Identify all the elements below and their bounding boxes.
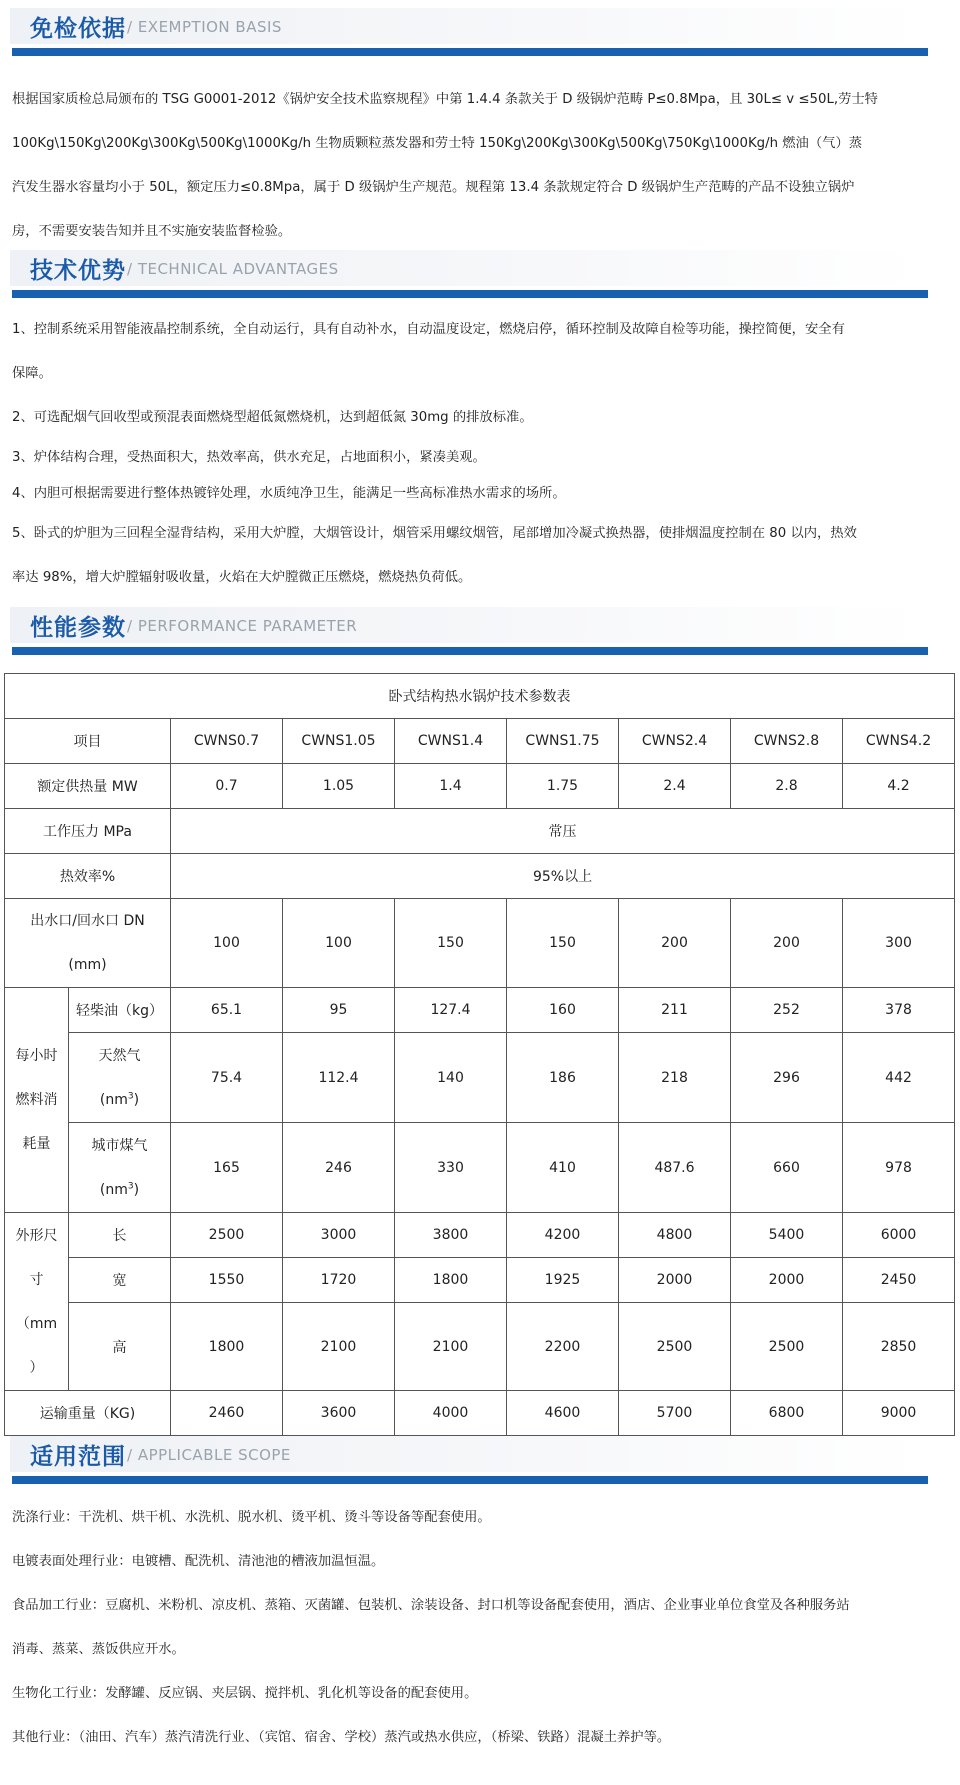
list-item: 电镀表面处理行业：电镀槽、配洗机、清池池的槽液加温恒温。 [12,1554,385,1569]
text-line: 根据国家质检总局颁布的 TSG G0001-2012《锅炉安全技术监察规程》中第 1.4.4 条款关于 D 级锅炉范畴 P≤0.8Mpa，且 30L≤ v ≤50L,劳士特 [12,92,878,107]
table-cell: 常压 [171,809,955,854]
model-header: CWNS2.8 [731,719,843,764]
unit-sup: 3 [127,1180,134,1191]
group-label-line: 外形尺 [15,1227,58,1244]
advantages-list [12,308,928,600]
table-cell: 5700 [619,1391,731,1436]
exemption-text [12,78,928,254]
outlet-label-unit: (mm) [68,957,107,973]
table-cell: 410 [507,1123,619,1213]
table-cell: 2460 [171,1391,283,1436]
text-line: 汽发生器水容量均小于 50L，额定压力≤0.8Mpa，属于 D 级锅炉生产规范。规程第 13.4 条款规定符合 D 级锅炉生产范畴的产品不设独立锅炉 [12,180,855,195]
unit-sup: 3 [127,1090,134,1101]
table-cell: 3600 [283,1391,395,1436]
citygas-label: 城市煤气 [91,1137,148,1154]
table-cell: 978 [843,1123,955,1213]
table-cell: 2.4 [619,764,731,809]
table-cell: 2500 [619,1303,731,1391]
gas-label: 天然气 [98,1047,141,1064]
unit-text: (nm [99,1181,128,1198]
section-subtitle: / PERFORMANCE PARAMETER [127,617,358,635]
table-cell: 150 [395,899,507,988]
row-label: 运输重量（KG) [5,1391,171,1436]
table-cell: 211 [619,988,731,1033]
model-header: CWNS1.75 [507,719,619,764]
section-header-scope [0,1436,940,1472]
table-cell: 4200 [507,1213,619,1258]
table-cell: 4800 [619,1213,731,1258]
table-cell: 150 [507,899,619,988]
group-label-line: 耗量 [22,1136,51,1152]
table-cell: 2.8 [731,764,843,809]
list-item: 生物化工行业：发酵罐、反应锅、夹层锅、搅拌机、乳化机等设备的配套使用。 [12,1686,478,1701]
table-cell: 2450 [843,1258,955,1303]
item-header: 项目 [5,719,171,764]
table-cell: 1550 [171,1258,283,1303]
table-cell: 330 [395,1123,507,1213]
outlet-label-line: 出水口/回水口 DN [30,913,145,929]
fuel-group-label [5,988,69,1213]
list-item: 1、控制系统采用智能液晶控制系统，全自动运行，具有自动补水，自动温度设定，燃烧启停，循环控制及故障自检等功能，操控简便，安全有 [12,322,845,337]
section-subtitle: / EXEMPTION BASIS [127,18,282,36]
row-label: 工作压力 MPa [5,809,171,854]
table-cell: 2100 [283,1303,395,1391]
list-item: 消毒、蒸菜、蒸饭供应开水。 [12,1642,185,1657]
unit-text: ) [133,1181,140,1198]
table-cell: 442 [843,1033,955,1123]
table-cell: 660 [731,1123,843,1213]
table-cell: 65.1 [171,988,283,1033]
text-line: 房，不需要安装告知并且不实施安装监督检验。 [12,224,292,239]
table-cell: 1800 [395,1258,507,1303]
scope-list [12,1496,928,1760]
list-item: 5、卧式的炉胆为三回程全湿背结构，采用大炉膛，大烟管设计，烟管采用螺纹烟管，尾部增加冷凝式换热器，使排烟温度控制在 80 以内，热效 [12,526,857,541]
group-label-line: ） [29,1359,44,1376]
section-title: 免检依据 [30,16,126,42]
spec-table [4,673,955,1436]
list-item: 4、内胆可根据需要进行整体热镀锌处理，水质纯净卫生，能满足一些高标准热水需求的场所。 [12,486,566,501]
list-item: 其他行业：（油田、汽车）蒸汽清洗行业、（宾馆、宿舍、学校）蒸汽或热水供应，（桥梁、铁路）混凝土养护等。 [12,1730,671,1745]
table-cell: 112.4 [283,1033,395,1123]
table-cell: 1.4 [395,764,507,809]
row-label [69,1123,171,1213]
table-cell: 0.7 [171,764,283,809]
row-label: 长 [69,1213,171,1258]
table-cell: 6000 [843,1213,955,1258]
section-subtitle: / TECHNICAL ADVANTAGES [127,260,339,278]
list-item: 洗涤行业：干洗机、烘干机、水洗机、脱水机、烫平机、烫斗等设备等配套使用。 [12,1510,491,1525]
citygas-unit [69,1168,170,1212]
table-cell: 165 [171,1123,283,1213]
table-cell: 2200 [507,1303,619,1391]
table-cell: 100 [283,899,395,988]
table-cell: 4600 [507,1391,619,1436]
table-cell: 3800 [395,1213,507,1258]
row-label: 高 [69,1303,171,1391]
table-cell: 75.4 [171,1033,283,1123]
table-cell: 300 [843,899,955,988]
table-cell: 5400 [731,1213,843,1258]
table-cell: 100 [171,899,283,988]
model-header: CWNS2.4 [619,719,731,764]
unit-text: (nm [99,1091,128,1108]
row-label [69,1033,171,1123]
row-label: 宽 [69,1258,171,1303]
model-header: CWNS4.2 [843,719,955,764]
table-cell: 200 [731,899,843,988]
model-header: CWNS1.4 [395,719,507,764]
table-cell: 2500 [171,1213,283,1258]
table-cell: 2100 [395,1303,507,1391]
table-cell: 186 [507,1033,619,1123]
table-cell: 2000 [619,1258,731,1303]
table-cell: 2000 [731,1258,843,1303]
model-header: CWNS0.7 [171,719,283,764]
group-label-line: 每小时 [15,1048,58,1064]
table-cell: 127.4 [395,988,507,1033]
table-cell: 218 [619,1033,731,1123]
table-cell: 4.2 [843,764,955,809]
table-cell: 200 [619,899,731,988]
list-item: 食品加工行业：豆腐机、米粉机、凉皮机、蒸箱、灭菌罐、包装机、涂装设备、封口机等设备配套使用，酒店、企业事业单位食堂及各种服务站 [12,1598,850,1613]
table-cell: 1925 [507,1258,619,1303]
section-title: 适用范围 [30,1444,126,1470]
table-cell: 378 [843,988,955,1033]
table-cell: 246 [283,1123,395,1213]
section-rule [12,290,928,298]
list-item: 3、炉体结构合理，受热面积大，热效率高，供水充足，占地面积小，紧凑美观。 [12,450,486,465]
table-cell: 6800 [731,1391,843,1436]
table-cell: 2500 [731,1303,843,1391]
section-header-exemption [0,8,940,44]
group-label-line: 寸 [29,1271,44,1288]
list-item: 2、可选配烟气回收型或预混表面燃烧型超低氮燃烧机，达到超低氮 30mg 的排放标准。 [12,410,533,425]
table-caption: 卧式结构热水锅炉技术参数表 [5,674,955,719]
row-label: 热效率% [5,854,171,899]
gas-unit [69,1078,170,1122]
section-header-advantages [0,250,940,286]
table-cell: 296 [731,1033,843,1123]
text-line: 100Kg\150Kg\200Kg\300Kg\500Kg\1000Kg/h 生物质颗粒蒸发器和劳士特 150Kg\200Kg\300Kg\500Kg\750Kg\1000Kg/h 燃油（气）蒸 [12,136,863,151]
table-cell: 1.75 [507,764,619,809]
table-cell: 160 [507,988,619,1033]
section-rule [12,48,928,56]
row-label: 轻柴油（kg） [69,988,171,1033]
table-cell: 4000 [395,1391,507,1436]
table-cell: 2850 [843,1303,955,1391]
table-cell: 487.6 [619,1123,731,1213]
table-cell: 95 [283,988,395,1033]
model-header: CWNS1.05 [283,719,395,764]
table-cell: 3000 [283,1213,395,1258]
row-label: 额定供热量 MW [5,764,171,809]
section-title: 性能参数 [30,615,126,641]
table-cell: 252 [731,988,843,1033]
table-cell: 1720 [283,1258,395,1303]
list-item: 保障。 [12,366,52,381]
table-cell: 1.05 [283,764,395,809]
group-label-line: 燃料消 [15,1092,58,1108]
section-rule [12,1476,928,1484]
section-rule [12,647,928,655]
table-cell: 1800 [171,1303,283,1391]
list-item: 率达 98%，增大炉膛辐射吸收量，火焰在大炉膛微正压燃烧，燃烧热负荷低。 [12,570,472,585]
row-label [5,899,171,988]
unit-text: ) [133,1091,140,1108]
section-subtitle: / APPLICABLE SCOPE [127,1446,291,1464]
table-cell: 95%以上 [171,854,955,899]
section-title: 技术优势 [30,258,126,284]
table-cell: 9000 [843,1391,955,1436]
section-header-performance [0,607,940,643]
dimension-group-label [5,1213,69,1391]
table-cell: 140 [395,1033,507,1123]
group-label-line: （mm [15,1315,58,1332]
